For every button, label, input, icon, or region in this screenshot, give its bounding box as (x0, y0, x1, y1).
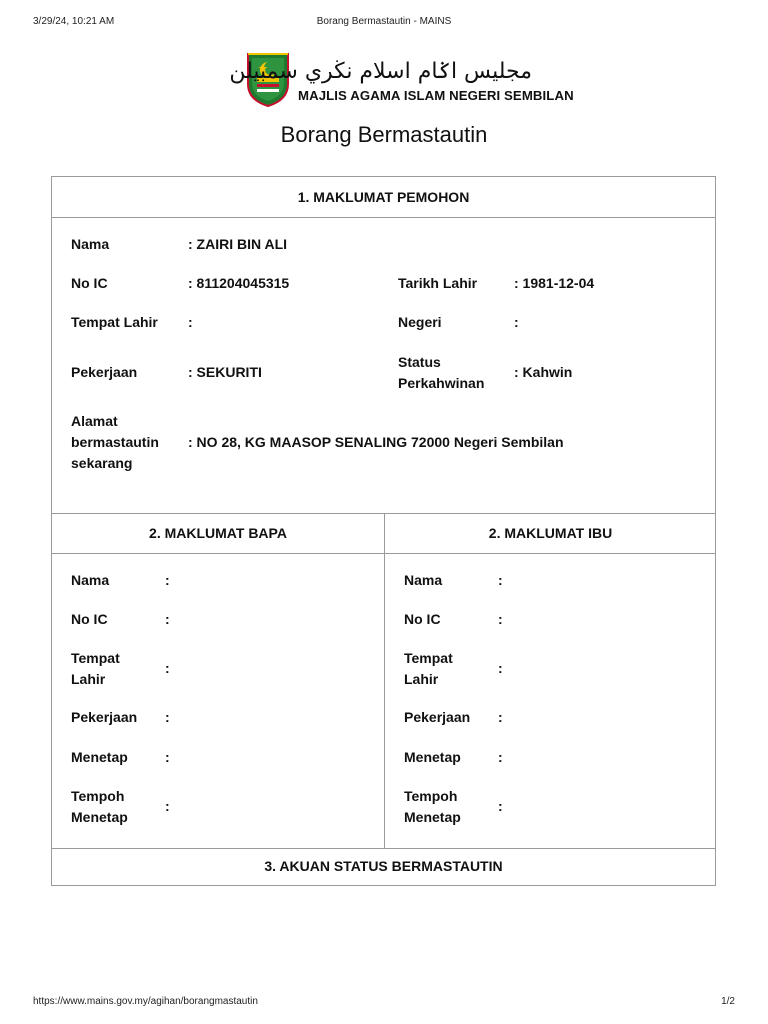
ibu-tempat-lahir-label: Tempat Lahir (404, 650, 453, 687)
pemohon-status-value: : Kahwin (514, 364, 573, 380)
bapa-tempat-lahir-value: : (165, 660, 170, 676)
divider (52, 217, 715, 218)
pemohon-noic-value: : 811204045315 (188, 275, 290, 291)
ibu-menetap-label: Menetap (404, 749, 461, 765)
column-divider (384, 513, 385, 849)
bapa-tempoh-menetap-label: Tempoh Menetap (71, 788, 128, 825)
pemohon-pekerjaan-value: : SEKURITI (188, 364, 262, 380)
pemohon-alamat-label: Alamat bermastautin sekarang (71, 413, 159, 471)
bapa-noic-value: : (165, 611, 170, 627)
pemohon-status-label: Status Perkahwinan (398, 354, 485, 391)
pemohon-tempat-lahir-label: Tempat Lahir (71, 314, 158, 330)
pemohon-tempat-lahir-value: : (188, 314, 193, 330)
ibu-menetap-value: : (498, 749, 503, 765)
print-title: Borang Bermastautin - MAINS (316, 16, 452, 27)
pemohon-alamat-value: : NO 28, KG MAASOP SENALING 72000 Negeri Sembilan (188, 434, 564, 450)
bapa-menetap-label: Menetap (71, 749, 128, 765)
ibu-pekerjaan-label: Pekerjaan (404, 709, 471, 725)
ibu-tempoh-menetap-value: : (498, 798, 503, 814)
mains-logo (229, 50, 574, 108)
bapa-menetap-value: : (165, 749, 170, 765)
pemohon-tarikh-lahir-value: : 1981-12-04 (514, 275, 595, 291)
ibu-noic-value: : (498, 611, 503, 627)
section3-heading: 3. AKUAN STATUS BERMASTAUTIN (264, 858, 503, 874)
pemohon-tarikh-lahir-label: Tarikh Lahir (398, 275, 478, 291)
page-title: Borang Bermastautin (280, 122, 488, 147)
pemohon-negeri-label: Negeri (398, 314, 442, 330)
ibu-nama-value: : (498, 572, 503, 588)
jawi-text: مجليس اݢام اسلام نڬري سمبيلن (229, 59, 532, 84)
section2-ibu-heading: 2. MAKLUMAT IBU (488, 525, 613, 541)
ibu-tempoh-menetap-label: Tempoh Menetap (404, 788, 461, 825)
print-footer (33, 996, 735, 1010)
page-number: 1/2 (721, 996, 735, 1007)
form-box (51, 176, 716, 886)
jawi-script-icon (229, 52, 534, 86)
bapa-noic-label: No IC (71, 611, 108, 627)
bapa-pekerjaan-value: : (165, 709, 170, 725)
pemohon-noic-label: No IC (71, 275, 108, 291)
ibu-pekerjaan-value: : (498, 709, 503, 725)
pemohon-negeri-value: : (514, 314, 519, 330)
section1-heading: 1. MAKLUMAT PEMOHON (297, 189, 470, 205)
ibu-tempat-lahir-value: : (498, 660, 503, 676)
divider (52, 553, 715, 554)
print-timestamp: 3/29/24, 10:21 AM (33, 16, 115, 27)
bapa-nama-label: Nama (71, 572, 110, 588)
section2-bapa-heading: 2. MAKLUMAT BAPA (149, 525, 287, 541)
pemohon-nama-label: Nama (71, 236, 110, 252)
bapa-nama-value: : (165, 572, 170, 588)
bapa-pekerjaan-label: Pekerjaan (71, 709, 138, 725)
ibu-noic-label: No IC (404, 611, 441, 627)
print-header (33, 16, 735, 30)
pemohon-nama-value: : ZAIRI BIN ALI (188, 236, 288, 252)
pemohon-pekerjaan-label: Pekerjaan (71, 364, 138, 380)
bapa-tempat-lahir-label: Tempat Lahir (71, 650, 120, 687)
bapa-tempoh-menetap-value: : (165, 798, 170, 814)
print-url: https://www.mains.gov.my/agihan/borangmastautin (33, 996, 258, 1007)
org-name: MAJLIS AGAMA ISLAM NEGERI SEMBILAN (298, 88, 574, 103)
ibu-nama-label: Nama (404, 572, 443, 588)
